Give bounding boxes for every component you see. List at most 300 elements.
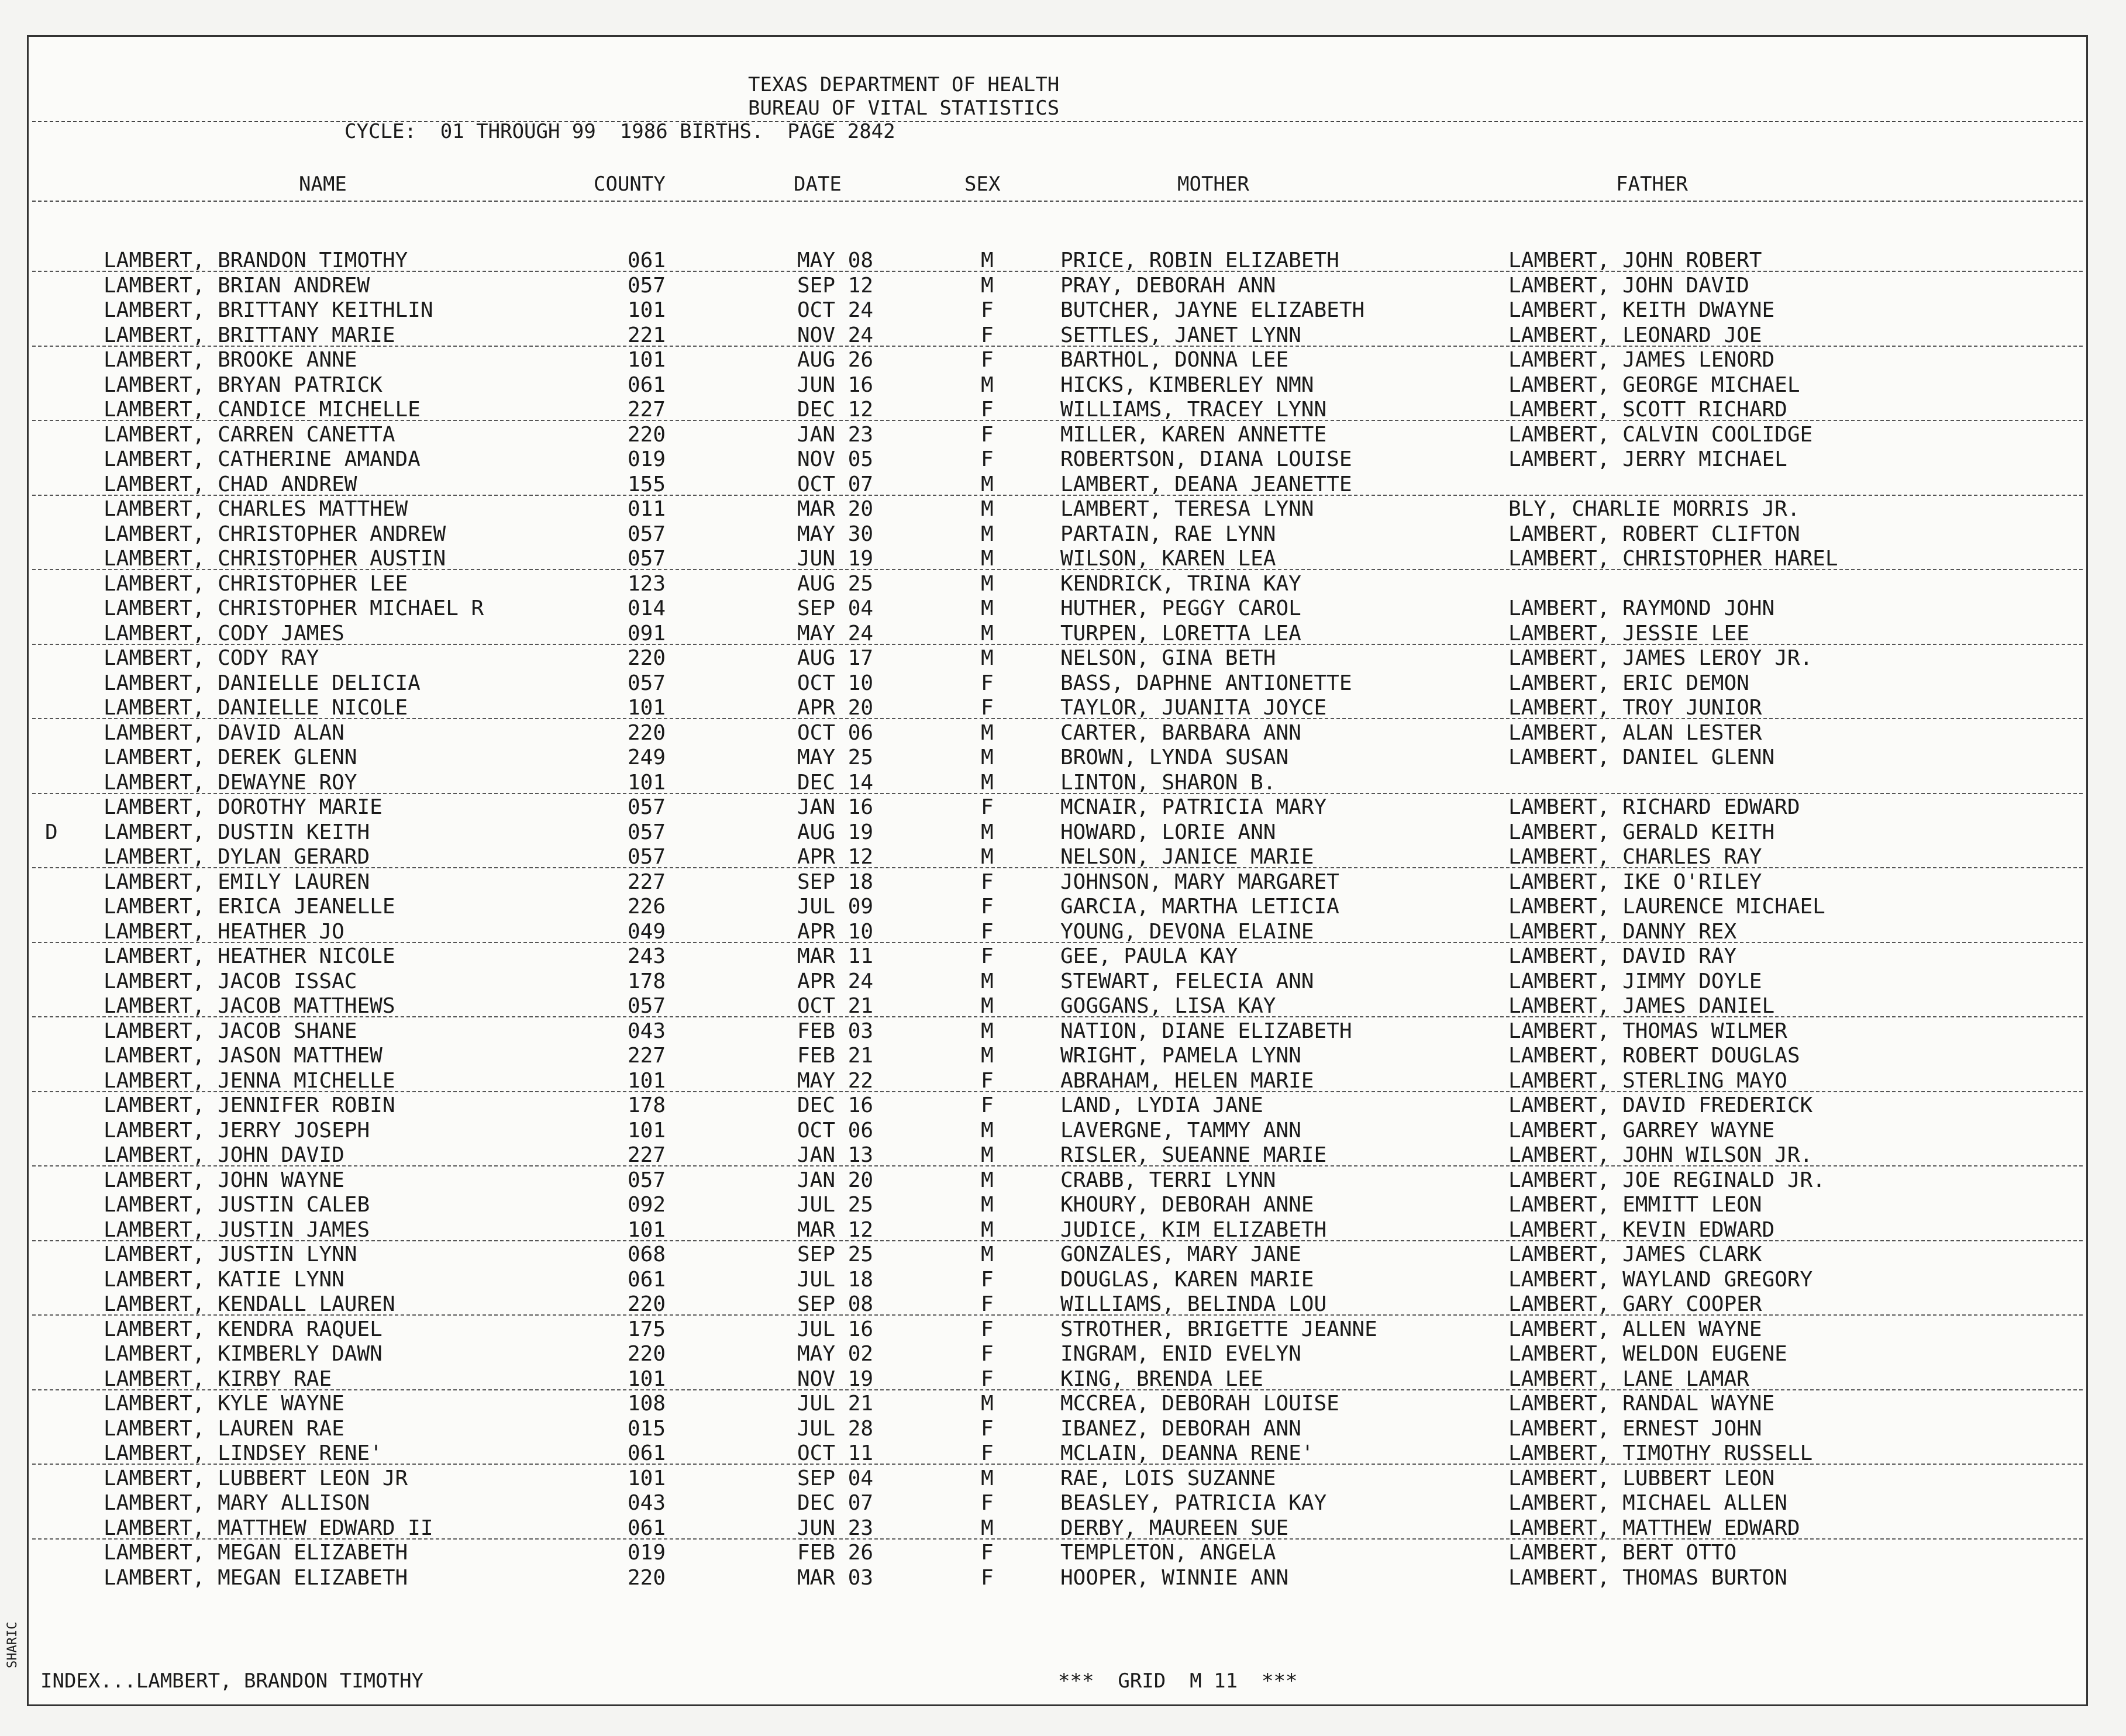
- cell-name: LAMBERT, BROOKE ANNE: [104, 348, 357, 372]
- cell-name: LAMBERT, HEATHER JO: [104, 919, 344, 944]
- cell-county: 220: [628, 1565, 666, 1590]
- cell-mother: TEMPLETON, ANGELA: [1060, 1541, 1276, 1565]
- cell-mother: GARCIA, MARTHA LETICIA: [1060, 895, 1339, 919]
- cell-name: LAMBERT, JACOB MATTHEWS: [104, 994, 395, 1018]
- cell-father: LAMBERT, MICHAEL ALLEN: [1508, 1491, 1787, 1515]
- row-divider: [32, 867, 2083, 868]
- cell-father: LAMBERT, IKE O'RILEY: [1508, 869, 1762, 894]
- cell-date: OCT 24: [797, 298, 874, 322]
- cell-sex: F: [981, 1317, 994, 1341]
- cell-father: LAMBERT, JOE REGINALD JR.: [1508, 1168, 1825, 1192]
- table-row: [29, 323, 2086, 348]
- cell-mother: LAMBERT, TERESA LYNN: [1060, 497, 1314, 521]
- table-row: [29, 348, 2086, 372]
- cell-sex: F: [981, 1441, 994, 1465]
- cell-mother: NELSON, GINA BETH: [1060, 646, 1276, 670]
- cell-mother: PRAY, DEBORAH ANN: [1060, 273, 1276, 298]
- cell-county: 155: [628, 472, 666, 496]
- cell-county: 226: [628, 895, 666, 919]
- cell-name: LAMBERT, JENNIFER ROBIN: [104, 1093, 395, 1117]
- cell-date: JUL 09: [797, 895, 874, 919]
- grid-label: *** GRID M 11 ***: [1058, 1669, 1298, 1693]
- index-footer: INDEX...LAMBERT, BRANDON TIMOTHY: [40, 1669, 424, 1693]
- cell-name: LAMBERT, JUSTIN CALEB: [104, 1193, 370, 1217]
- cell-name: LAMBERT, CATHERINE AMANDA: [104, 447, 421, 471]
- cell-mother: GOGGANS, LISA KAY: [1060, 994, 1276, 1018]
- row-divider: [32, 569, 2083, 570]
- cell-county: 243: [628, 944, 666, 968]
- cell-sex: M: [981, 820, 994, 844]
- cell-county: 101: [628, 696, 666, 720]
- cell-mother: BASS, DAPHNE ANTIONETTE: [1060, 671, 1352, 695]
- cell-sex: M: [981, 1243, 994, 1266]
- cell-sex: M: [981, 497, 994, 521]
- cell-date: JAN 16: [797, 795, 874, 819]
- cell-county: 057: [628, 845, 666, 869]
- cell-sex: F: [981, 895, 994, 919]
- cell-date: SEP 04: [797, 1466, 874, 1490]
- cell-county: 227: [628, 1143, 666, 1167]
- cell-date: OCT 06: [797, 1118, 874, 1143]
- cell-father: LAMBERT, ALLEN WAYNE: [1508, 1317, 1762, 1341]
- table-row: [29, 1292, 2086, 1317]
- cell-name: LAMBERT, DOROTHY MARIE: [104, 795, 383, 819]
- cell-county: 057: [628, 795, 666, 819]
- cell-mother: KING, BRENDA LEE: [1060, 1366, 1263, 1391]
- cell-sex: M: [981, 621, 994, 646]
- cell-sex: M: [981, 1466, 994, 1490]
- cell-mother: WRIGHT, PAMELA LYNN: [1060, 1044, 1301, 1068]
- cell-date: APR 20: [797, 696, 874, 720]
- cell-sex: F: [981, 1491, 994, 1515]
- cell-date: SEP 08: [797, 1292, 874, 1316]
- cell-mother: NELSON, JANICE MARIE: [1060, 845, 1314, 869]
- cell-sex: F: [981, 1093, 994, 1117]
- table-row: [29, 1466, 2086, 1491]
- cell-name: LAMBERT, DANIELLE DELICIA: [104, 671, 421, 695]
- cell-sex: F: [981, 795, 994, 819]
- cell-mother: WILLIAMS, BELINDA LOU: [1060, 1292, 1327, 1316]
- cell-county: 057: [628, 1168, 666, 1192]
- cell-county: 221: [628, 323, 666, 347]
- cell-county: 227: [628, 869, 666, 894]
- cell-date: APR 10: [797, 919, 874, 944]
- cell-name: LAMBERT, BRITTANY MARIE: [104, 323, 395, 347]
- cell-father: LAMBERT, ROBERT DOUGLAS: [1508, 1044, 1800, 1068]
- cell-father: LAMBERT, JIMMY DOYLE: [1508, 969, 1762, 993]
- table-row: [29, 895, 2086, 919]
- table-row: [29, 795, 2086, 820]
- cell-father: LAMBERT, BERT OTTO: [1508, 1541, 1737, 1565]
- cell-date: MAY 30: [797, 522, 874, 546]
- cell-sex: M: [981, 994, 994, 1018]
- cell-name: LAMBERT, MEGAN ELIZABETH: [104, 1541, 408, 1565]
- sharic-stamp: SHARIC: [5, 1621, 20, 1668]
- table-row: [29, 820, 2086, 845]
- cell-name: LAMBERT, CHRISTOPHER ANDREW: [104, 522, 446, 546]
- table-row: [29, 1218, 2086, 1243]
- cell-mother: BROWN, LYNDA SUSAN: [1060, 746, 1289, 769]
- cell-name: LAMBERT, CHRISTOPHER LEE: [104, 571, 408, 596]
- table-row: [29, 845, 2086, 869]
- column-header-sex: SEX: [964, 172, 1001, 196]
- cell-mother: HOOPER, WINNIE ANN: [1060, 1565, 1289, 1590]
- cell-county: 220: [628, 1292, 666, 1316]
- cell-sex: M: [981, 547, 994, 571]
- cell-name: LAMBERT, DAVID ALAN: [104, 720, 344, 745]
- cell-father: LAMBERT, WELDON EUGENE: [1508, 1342, 1787, 1366]
- cell-date: NOV 19: [797, 1366, 874, 1391]
- cell-mother: LAVERGNE, TAMMY ANN: [1060, 1118, 1301, 1143]
- cell-sex: F: [981, 1068, 994, 1093]
- cell-sex: M: [981, 372, 994, 397]
- cell-date: JAN 23: [797, 422, 874, 447]
- cell-name: LAMBERT, JACOB SHANE: [104, 1019, 357, 1043]
- cell-mother: PRICE, ROBIN ELIZABETH: [1060, 249, 1339, 272]
- cell-father: LAMBERT, SCOTT RICHARD: [1508, 398, 1787, 422]
- cell-father: LAMBERT, KEVIN EDWARD: [1508, 1217, 1775, 1242]
- cell-mother: YOUNG, DEVONA ELAINE: [1060, 919, 1314, 944]
- cell-mother: MCLAIN, DEANNA RENE': [1060, 1441, 1314, 1465]
- cell-father: LAMBERT, DAVID RAY: [1508, 944, 1737, 968]
- column-header-county: COUNTY: [594, 172, 666, 196]
- cell-name: LAMBERT, JUSTIN LYNN: [104, 1243, 357, 1266]
- column-divider: [32, 201, 2083, 202]
- cell-mother: MCNAIR, PATRICIA MARY: [1060, 795, 1327, 819]
- cell-county: 061: [628, 1516, 666, 1540]
- cell-date: MAY 22: [797, 1068, 874, 1093]
- cell-sex: F: [981, 1267, 994, 1292]
- cell-father: LAMBERT, GERALD KEITH: [1508, 820, 1775, 844]
- cell-sex: M: [981, 746, 994, 769]
- table-row: [29, 1541, 2086, 1565]
- cell-mother: CRABB, TERRI LYNN: [1060, 1168, 1276, 1192]
- cell-sex: F: [981, 671, 994, 695]
- table-row: [29, 1019, 2086, 1044]
- cell-father: LAMBERT, TIMOTHY RUSSELL: [1508, 1441, 1813, 1465]
- cell-name: LAMBERT, KYLE WAYNE: [104, 1392, 344, 1416]
- cell-sex: M: [981, 1019, 994, 1043]
- document-page: [5, 35, 2088, 1706]
- cell-father: LAMBERT, THOMAS BURTON: [1508, 1565, 1787, 1590]
- table-row: [29, 547, 2086, 571]
- cell-name: LAMBERT, DUSTIN KEITH: [104, 820, 370, 844]
- table-row: [29, 472, 2086, 497]
- cell-date: OCT 11: [797, 1441, 874, 1465]
- row-divider: [32, 1165, 2083, 1166]
- cell-mother: BUTCHER, JAYNE ELIZABETH: [1060, 298, 1365, 322]
- cell-mother: ABRAHAM, HELEN MARIE: [1060, 1068, 1314, 1093]
- cell-county: 057: [628, 994, 666, 1018]
- cell-father: LAMBERT, GEORGE MICHAEL: [1508, 372, 1800, 397]
- table-row: [29, 596, 2086, 621]
- cell-name: LAMBERT, KENDALL LAUREN: [104, 1292, 395, 1316]
- cell-sex: M: [981, 522, 994, 546]
- cell-name: LAMBERT, CHARLES MATTHEW: [104, 497, 408, 521]
- row-divider: [32, 1464, 2083, 1465]
- table-row: [29, 1441, 2086, 1466]
- cell-name: LAMBERT, CANDICE MICHELLE: [104, 398, 421, 422]
- cell-father: LAMBERT, LANE LAMAR: [1508, 1366, 1749, 1391]
- table-row: [29, 1367, 2086, 1392]
- row-divider: [32, 1016, 2083, 1017]
- cell-sex: M: [981, 1168, 994, 1192]
- cell-county: 220: [628, 1342, 666, 1366]
- row-divider: [32, 942, 2083, 943]
- cell-mother: JUDICE, KIM ELIZABETH: [1060, 1217, 1327, 1242]
- cell-father: LAMBERT, DANNY REX: [1508, 919, 1737, 944]
- cell-county: 175: [628, 1317, 666, 1341]
- cell-flag: D: [45, 820, 58, 844]
- cell-mother: LINTON, SHARON B.: [1060, 770, 1276, 795]
- cell-county: 049: [628, 919, 666, 944]
- cell-county: 101: [628, 1366, 666, 1391]
- cell-name: LAMBERT, CODY JAMES: [104, 621, 344, 646]
- cell-name: LAMBERT, DYLAN GERARD: [104, 845, 370, 869]
- cell-date: MAR 03: [797, 1565, 874, 1590]
- table-row: [29, 771, 2086, 795]
- row-divider: [32, 793, 2083, 794]
- cell-date: MAY 02: [797, 1342, 874, 1366]
- cell-name: LAMBERT, CHRISTOPHER AUSTIN: [104, 547, 446, 571]
- cell-father: LAMBERT, JERRY MICHAEL: [1508, 447, 1787, 471]
- header-subtitle: BUREAU OF VITAL STATISTICS: [748, 96, 1060, 120]
- cell-date: MAR 12: [797, 1217, 874, 1242]
- cell-father: LAMBERT, RAYMOND JOHN: [1508, 596, 1775, 620]
- cell-father: LAMBERT, JAMES LENORD: [1508, 348, 1775, 372]
- cell-county: 178: [628, 969, 666, 993]
- cell-name: LAMBERT, JASON MATTHEW: [104, 1044, 383, 1068]
- table-row: [29, 696, 2086, 720]
- cell-county: 068: [628, 1243, 666, 1266]
- cell-father: LAMBERT, LEONARD JOE: [1508, 323, 1762, 347]
- table-row: [29, 1268, 2086, 1292]
- row-divider: [32, 1389, 2083, 1390]
- row-divider: [32, 420, 2083, 421]
- cell-father: LAMBERT, MATTHEW EDWARD: [1508, 1516, 1800, 1540]
- cell-sex: F: [981, 348, 994, 372]
- cell-mother: PARTAIN, RAE LYNN: [1060, 522, 1276, 546]
- cell-sex: F: [981, 1565, 994, 1590]
- cell-sex: F: [981, 1366, 994, 1391]
- cell-name: LAMBERT, KATIE LYNN: [104, 1267, 344, 1292]
- cell-sex: F: [981, 869, 994, 894]
- cell-mother: GEE, PAULA KAY: [1060, 944, 1238, 968]
- cell-father: LAMBERT, GARREY WAYNE: [1508, 1118, 1775, 1143]
- cell-sex: F: [981, 323, 994, 347]
- cell-mother: RAE, LOIS SUZANNE: [1060, 1466, 1276, 1490]
- cell-father: LAMBERT, CHRISTOPHER HAREL: [1508, 547, 1838, 571]
- column-header-name: NAME: [299, 172, 347, 196]
- cell-father: LAMBERT, THOMAS WILMER: [1508, 1019, 1787, 1043]
- cell-sex: M: [981, 1044, 994, 1068]
- cell-mother: WILSON, KAREN LEA: [1060, 547, 1276, 571]
- cell-sex: F: [981, 1342, 994, 1366]
- cell-name: LAMBERT, CARREN CANETTA: [104, 422, 395, 447]
- table-row: [29, 1044, 2086, 1068]
- cell-mother: NATION, DIANE ELIZABETH: [1060, 1019, 1352, 1043]
- cell-county: 061: [628, 1441, 666, 1465]
- cell-father: LAMBERT, LUBBERT LEON: [1508, 1466, 1775, 1490]
- cell-county: 101: [628, 1466, 666, 1490]
- cell-father: LAMBERT, DANIEL GLENN: [1508, 746, 1775, 769]
- cell-name: LAMBERT, KIRBY RAE: [104, 1366, 332, 1391]
- cell-date: DEC 07: [797, 1491, 874, 1515]
- cell-date: MAY 08: [797, 249, 874, 272]
- cell-sex: M: [981, 1217, 994, 1242]
- cell-mother: MILLER, KAREN ANNETTE: [1060, 422, 1327, 447]
- cell-sex: F: [981, 398, 994, 422]
- cell-county: 043: [628, 1019, 666, 1043]
- cell-date: OCT 10: [797, 671, 874, 695]
- column-header-date: DATE: [794, 172, 842, 196]
- cell-sex: F: [981, 422, 994, 447]
- cell-father: LAMBERT, JOHN WILSON JR.: [1508, 1143, 1813, 1167]
- cell-mother: TAYLOR, JUANITA JOYCE: [1060, 696, 1327, 720]
- cell-name: LAMBERT, CHRISTOPHER MICHAEL R: [104, 596, 484, 620]
- row-divider: [32, 495, 2083, 496]
- cell-date: FEB 21: [797, 1044, 874, 1068]
- cell-sex: M: [981, 249, 994, 272]
- cell-mother: BEASLEY, PATRICIA KAY: [1060, 1491, 1327, 1515]
- row-divider: [32, 1240, 2083, 1241]
- cell-date: MAY 24: [797, 621, 874, 646]
- cell-name: LAMBERT, DEWAYNE ROY: [104, 770, 357, 795]
- table-row: [29, 1392, 2086, 1416]
- cell-county: 057: [628, 273, 666, 298]
- row-divider: [32, 1314, 2083, 1316]
- cell-name: LAMBERT, BRIAN ANDREW: [104, 273, 370, 298]
- cell-mother: DERBY, MAUREEN SUE: [1060, 1516, 1289, 1540]
- cell-county: 015: [628, 1416, 666, 1441]
- cell-father: LAMBERT, ROBERT CLIFTON: [1508, 522, 1800, 546]
- cell-mother: HUTHER, PEGGY CAROL: [1060, 596, 1301, 620]
- cell-father: LAMBERT, STERLING MAYO: [1508, 1068, 1787, 1093]
- cell-date: DEC 12: [797, 398, 874, 422]
- cell-father: LAMBERT, DAVID FREDERICK: [1508, 1093, 1813, 1117]
- cell-date: JUL 21: [797, 1392, 874, 1416]
- cell-name: LAMBERT, MATTHEW EDWARD II: [104, 1516, 433, 1540]
- cell-mother: KENDRICK, TRINA KAY: [1060, 571, 1301, 596]
- cell-mother: GONZALES, MARY JANE: [1060, 1243, 1301, 1266]
- cell-name: LAMBERT, MARY ALLISON: [104, 1491, 370, 1515]
- cell-county: 011: [628, 497, 666, 521]
- cell-county: 092: [628, 1193, 666, 1217]
- cell-date: SEP 12: [797, 273, 874, 298]
- cell-name: LAMBERT, MEGAN ELIZABETH: [104, 1565, 408, 1590]
- cell-father: LAMBERT, JESSIE LEE: [1508, 621, 1749, 646]
- cell-date: JUL 28: [797, 1416, 874, 1441]
- table-row: [29, 1342, 2086, 1366]
- cell-sex: F: [981, 447, 994, 471]
- cell-county: 249: [628, 746, 666, 769]
- table-row: [29, 249, 2086, 273]
- cell-date: AUG 26: [797, 348, 874, 372]
- cell-mother: CARTER, BARBARA ANN: [1060, 720, 1301, 745]
- cell-county: 178: [628, 1093, 666, 1117]
- cell-father: BLY, CHARLIE MORRIS JR.: [1508, 497, 1800, 521]
- cell-father: LAMBERT, ERIC DEMON: [1508, 671, 1749, 695]
- table-row: [29, 1417, 2086, 1441]
- cell-mother: ROBERTSON, DIANA LOUISE: [1060, 447, 1352, 471]
- cell-county: 057: [628, 547, 666, 571]
- cell-date: MAY 25: [797, 746, 874, 769]
- cell-date: NOV 24: [797, 323, 874, 347]
- cell-father: LAMBERT, JAMES DANIEL: [1508, 994, 1775, 1018]
- cell-county: 019: [628, 447, 666, 471]
- cell-name: LAMBERT, BRANDON TIMOTHY: [104, 249, 408, 272]
- cell-date: JUL 16: [797, 1317, 874, 1341]
- table-row: [29, 1566, 2086, 1590]
- cell-name: LAMBERT, HEATHER NICOLE: [104, 944, 395, 968]
- cell-father: LAMBERT, CHARLES RAY: [1508, 845, 1762, 869]
- cell-sex: M: [981, 845, 994, 869]
- cell-county: 091: [628, 621, 666, 646]
- cell-sex: F: [981, 1416, 994, 1441]
- cell-county: 101: [628, 298, 666, 322]
- cell-date: FEB 03: [797, 1019, 874, 1043]
- cell-county: 227: [628, 398, 666, 422]
- cell-sex: F: [981, 1541, 994, 1565]
- cell-county: 057: [628, 671, 666, 695]
- table-row: [29, 423, 2086, 447]
- cell-date: JUN 19: [797, 547, 874, 571]
- cell-date: AUG 25: [797, 571, 874, 596]
- cell-mother: HICKS, KIMBERLEY NMN: [1060, 372, 1314, 397]
- table-row: [29, 944, 2086, 969]
- table-row: [29, 497, 2086, 522]
- table-row: [29, 646, 2086, 671]
- cell-county: 101: [628, 1118, 666, 1143]
- cell-father: LAMBERT, JOHN DAVID: [1508, 273, 1749, 298]
- cell-sex: F: [981, 1292, 994, 1316]
- cell-father: LAMBERT, TROY JUNIOR: [1508, 696, 1762, 720]
- cell-mother: SETTLES, JANET LYNN: [1060, 323, 1301, 347]
- table-row: [29, 746, 2086, 770]
- table-row: [29, 373, 2086, 398]
- cell-date: APR 24: [797, 969, 874, 993]
- cell-father: LAMBERT, ERNEST JOHN: [1508, 1416, 1762, 1441]
- cell-sex: M: [981, 1516, 994, 1540]
- header-divider: [32, 121, 2083, 122]
- cell-name: LAMBERT, BRYAN PATRICK: [104, 372, 383, 397]
- cell-sex: M: [981, 969, 994, 993]
- table-row: [29, 721, 2086, 746]
- cell-date: DEC 16: [797, 1093, 874, 1117]
- cell-date: OCT 21: [797, 994, 874, 1018]
- cell-county: 043: [628, 1491, 666, 1515]
- table-row: [29, 572, 2086, 596]
- cell-county: 061: [628, 1267, 666, 1292]
- cell-county: 108: [628, 1392, 666, 1416]
- cell-sex: M: [981, 1143, 994, 1167]
- cell-date: OCT 06: [797, 720, 874, 745]
- table-row: [29, 1143, 2086, 1168]
- cell-mother: LAMBERT, DEANA JEANETTE: [1060, 472, 1352, 496]
- cell-sex: M: [981, 646, 994, 670]
- cell-mother: JOHNSON, MARY MARGARET: [1060, 869, 1339, 894]
- cell-name: LAMBERT, BRITTANY KEITHLIN: [104, 298, 433, 322]
- table-row: [29, 1243, 2086, 1267]
- cell-sex: M: [981, 770, 994, 795]
- cell-county: 019: [628, 1541, 666, 1565]
- cell-sex: M: [981, 1193, 994, 1217]
- cell-name: LAMBERT, LUBBERT LEON JR: [104, 1466, 408, 1490]
- cell-name: LAMBERT, LINDSEY RENE': [104, 1441, 383, 1465]
- cell-date: MAR 20: [797, 497, 874, 521]
- cell-sex: M: [981, 1392, 994, 1416]
- cell-name: LAMBERT, JACOB ISSAC: [104, 969, 357, 993]
